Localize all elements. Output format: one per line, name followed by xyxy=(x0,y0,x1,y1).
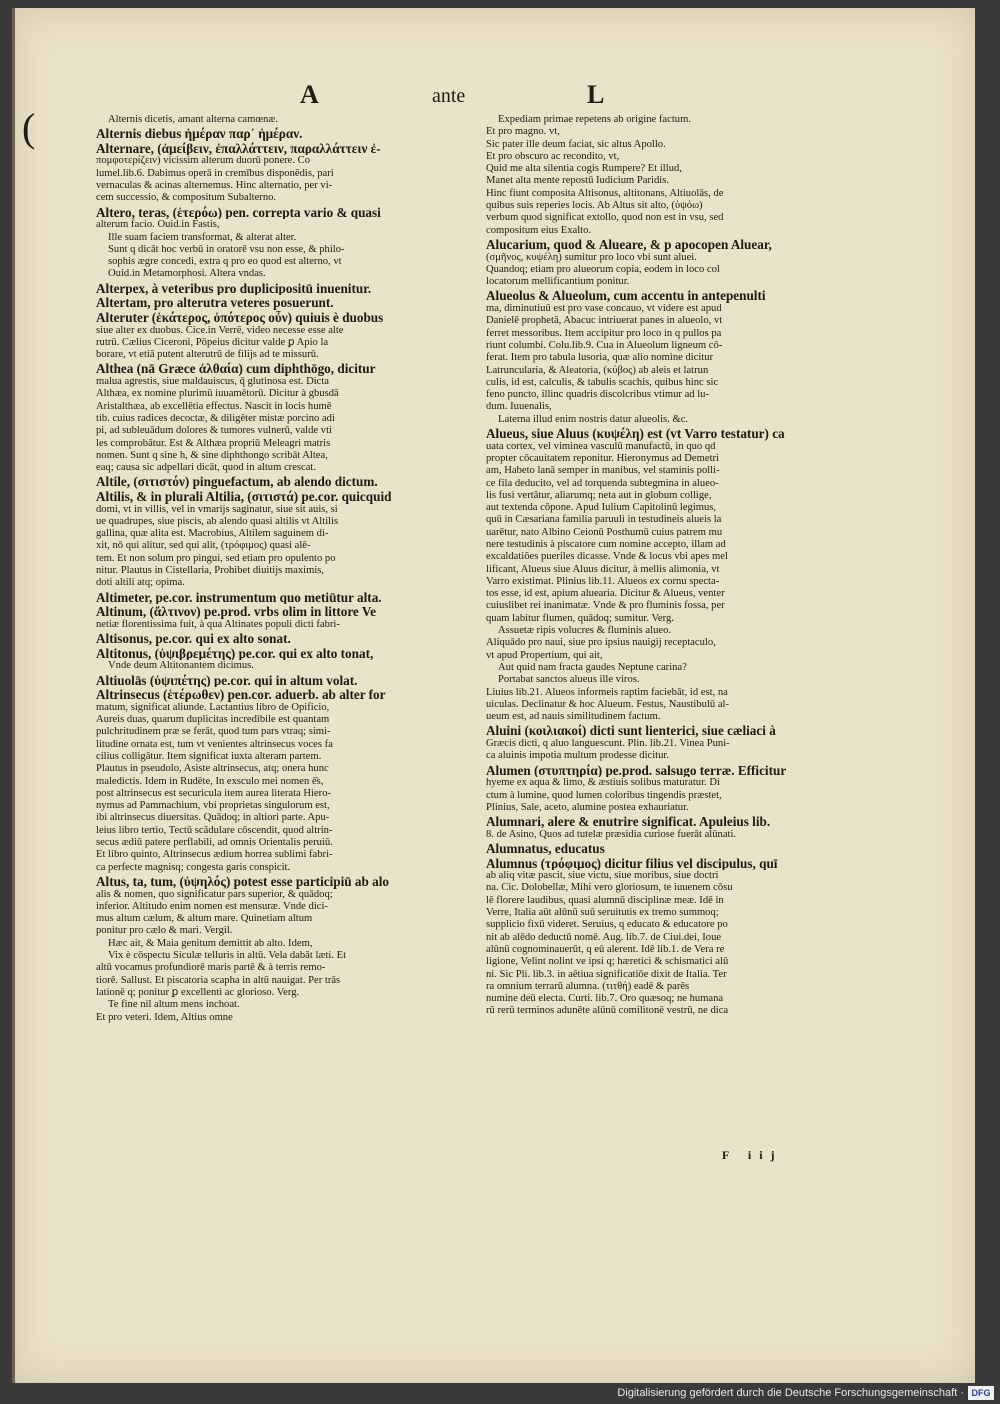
entry-headword-line: Alueus, siue Aluus (κυψέλη) est (vt Varro testatur) ca xyxy=(486,427,785,441)
text-line: alūnū cognominauerūt, q eū alerent. Idē lib.1. de Vera re xyxy=(486,943,725,955)
text-line: Aristalthæa, ab excellētia effectus. Nascit in locis humē xyxy=(96,400,332,412)
text-line: nit ab alēdo deductū nomē. Aug. lib.7. de Ciui.dei, Ioue xyxy=(486,931,722,943)
text-line: ra omnium terrarū alumna. (τιτθή) eadē & parēs xyxy=(486,980,690,992)
text-line: cuiuslibet rei inanimatæ. Vnde & pro fluminis fossa, per xyxy=(486,600,725,612)
text-line: inferior. Altitudo enim nomen est mensuræ. Vnde dici- xyxy=(96,900,328,912)
entry-headword-line: Altus, ta, tum, (ὑψηλός) potest esse participiū ab alo xyxy=(96,874,389,889)
text-line: nomen. Sunt q sine h, & sine diphthongo scribāt Altea, xyxy=(96,449,328,461)
text-line: Manet alta mente repostū Iudicium Paridis. xyxy=(486,175,669,187)
text-line: Liuius lib.21. Alueos informeis raptim faciebāt, id est, na xyxy=(486,686,728,698)
margin-bracket-mark: ( xyxy=(22,105,36,150)
text-line: nere testudinis à piscatore cum nomine accepto, illam ad xyxy=(486,538,726,550)
text-line: Quid me alta silentia cogis Rumpere? Et illud, xyxy=(486,163,682,175)
text-line: dum. Iuuenalis, xyxy=(486,401,552,413)
text-line: Aureis duas, quarum duplicitas incredibile est quantam xyxy=(96,714,330,726)
text-line: Et pro obscuro ac recondito, vt, xyxy=(486,150,620,162)
text-line: Varro existimat. Plinius lib.11. Alueos ex cornu specta- xyxy=(486,575,720,587)
text-line: Althæa, ex nomine plurimū iuuamētorū. Dicitur à gbusdā xyxy=(96,388,339,400)
entry-headword-line: Alterpex, à veteribus pro duplicipositū inuenitur. xyxy=(96,281,372,296)
text-line: ce fila deducito, vel ad torquenda subtegmina in alueo- xyxy=(486,477,719,489)
text-line: nitur. Plautus in Cistellaria, Prohibet diuitijs maximis, xyxy=(96,565,325,577)
text-line: uata cortex, vel viminea vasculū manufactū, in quo qd xyxy=(486,440,716,452)
text-line: lis fusi vertātur, aliarumq; neta aut in globum collige, xyxy=(486,489,712,501)
text-line: Vix è cōspectu Siculæ telluris in altū. Vela dabāt læti. Et xyxy=(108,950,347,962)
text-line: doti altili atq; opima. xyxy=(96,577,185,589)
text-line: siue alter ex duobus. Cice.in Verrē, video necesse esse alte xyxy=(96,324,344,336)
text-line: ferret messoribus. Item accipitur pro loco in q pullos pa xyxy=(486,327,722,339)
text-line: domi, vt in villis, vel in vmarijs saginatur, siue sit auis, si xyxy=(96,503,338,515)
entry-headword-line: Altrinsecus (ἑτέρωθεν) pen.cor. aduerb. ab alter for xyxy=(96,688,386,702)
page-edge xyxy=(12,8,15,1383)
text-line: les comprobātur. Est & Althæa propriū Meleagri matris xyxy=(96,437,331,449)
text-line: Ouid.in Metamorphosi. Altera vndas. xyxy=(108,268,266,280)
text-line: sophis ægre concedi, extra q pro eo quod est alterno, vt xyxy=(108,256,342,268)
entry-headword-line: Alumen (στυπτηρία) pe.prod. salsugo terræ. Efficitur xyxy=(486,763,787,778)
text-line: pulchritudinem præ se ferāt, quod tum pars vtraq; simi- xyxy=(96,726,331,738)
text-line: lationē q; ponitur ꝑ excellenti ac glorioso. Verg. xyxy=(96,986,300,998)
text-line: gallina, quæ alita est. Macrobius, Altilem saguinem di- xyxy=(96,528,329,540)
text-line: Plautus in pseudolo, Asiste altrinsecus, atq; onera hunc xyxy=(96,763,329,775)
text-line: tem. Et non solum pro pingui, sed etiam pro opulento po xyxy=(96,552,336,564)
text-line: (σμῆνος, κυψέλη) sumitur pro loco vbi sunt aluei. xyxy=(486,251,697,263)
entry-headword-line: Alucarium, quod & Alueare, & p apocopen Aluear, xyxy=(486,237,772,252)
text-line: ue quadrupes, siue piscis, ab alendo quasi altilis vt Altilis xyxy=(96,515,339,527)
text-line: excaldatiões pueriles dicasse. Vnde & locus vbi apes mel xyxy=(486,551,728,563)
text-line: Portabat sanctos alueus ille viros. xyxy=(498,674,640,686)
text-line: Sunt q dicāt hoc verbū in oratorē vsu non esse, & philo- xyxy=(108,243,345,255)
text-line: Aliquādo pro naui, siue pro ipsius nauigij receptaculo, xyxy=(486,637,716,649)
text-line: ponitur pro cælo & mari. Vergil. xyxy=(96,925,233,937)
text-line: quibus suis reperies locis. Ab Altus sit alto, (ὑψόω) xyxy=(486,200,703,212)
entry-headword-line: Alteruter (ἑκάτερος, ὁπότερος οὖν) quiuis è duobus xyxy=(96,310,384,325)
header-letter-left: A xyxy=(300,80,319,109)
text-line: ferat. Item pro tabula lusoria, quæ alio nomine dicitur xyxy=(486,352,714,364)
text-line: rutrū. Cælius Ciceroni, Pōpeius dicitur valde ꝑ Apio la xyxy=(96,336,329,348)
entry-headword-line: Altile, (σιτιστόν) pinguefactum, ab alendo dictum. xyxy=(96,475,378,489)
entry-headword-line: Alternis diebus ἡμέραν παρ᾽ ἡμέραν. xyxy=(96,127,303,141)
entry-headword-line: Altiuolās (ὑψιπέτης) pe.cor. qui in altum volat. xyxy=(96,673,358,688)
text-line: cem successio, & compositum Subalterno. xyxy=(96,192,277,204)
text-line: lē florere laudibus, quasi alumnū disciplinæ meæ. Idē in xyxy=(486,894,724,906)
text-line: rū rerū terminos adunēte alūnū comilitonē vestrū, ne dica xyxy=(486,1005,729,1017)
text-line: Verre, Italia aūt alūnū suū seruitutis ex tremo summoq; xyxy=(486,907,719,919)
text-line: lificant, Alueus siue Aluus dicitur, à mellis alimonia, vt xyxy=(486,563,720,575)
text-line: pi, ad subleuādum dolores & tumores vulnerū, valde vti xyxy=(96,425,332,437)
text-line: Vnde deum Altitonantem dicimus. xyxy=(108,660,254,672)
text-line: matum, significat aliunde. Lactantius libro de Opificio, xyxy=(96,701,330,713)
text-line: borare, vt etiā putent alterutrū de filijs ad te missurū. xyxy=(96,349,319,361)
text-line: Aut quid nam fracta gaudes Neptune carina? xyxy=(498,661,687,673)
text-line: na. Cic. Dolobellæ, Mihi vero gloriosum, te iuuenem cōsu xyxy=(486,882,733,894)
text-line: malua agrestis, siue maldauiscus, q̄ glutinosa est. Dicta xyxy=(96,376,330,388)
text-line: xit, nō qui alitur, sed qui alit, (τρόφιμος) quasi alē- xyxy=(96,540,311,552)
right-column xyxy=(486,114,826,1174)
text-line: πομφοτερίζειν) vicissim alterum duorū ponere. Co xyxy=(96,155,311,167)
text-line: propter cōcauitatem reponitur. Hieronymus ad Demetri xyxy=(486,452,719,464)
text-line: Quandoq; etiam pro alueorum copia, eodem in loco col xyxy=(486,263,720,275)
text-line: alis & nomen, quo significatur pars superior, & quādoq; xyxy=(96,888,333,900)
text-line: Plinius, Sale, aceto, alumine postea exhauriatur. xyxy=(486,801,689,813)
text-line: tos esse, id est, apium aluearia. Dicitur & Alueus, venter xyxy=(486,588,725,600)
entry-headword-line: Althea (nā Græce ἀλθαία) cum diphthōgo, dicitur xyxy=(96,362,376,377)
footer-bar xyxy=(0,1383,1000,1404)
entry-headword-line: Altero, teras, (ἑτερόω) pen. correpta vario & quasi xyxy=(96,205,381,220)
text-line: uiculas. Declinatur & hoc Alueum. Festus, Naustibulū al- xyxy=(486,698,730,710)
header-letter-right: L xyxy=(587,80,605,109)
text-line: riunt columbi. Colu.lib.9. Cua in Alueolum ligneum cō- xyxy=(486,339,723,351)
text-line: ab aliq vitæ pascit, siue victu, siue moribus, siue doctri xyxy=(486,870,719,882)
entry-headword-line: Altisonus, pe.cor. qui ex alto sonat. xyxy=(96,632,291,646)
text-line: quam labitur flumen, quādoq; sumitur. Verg. xyxy=(486,612,674,624)
text-line: ni. Sic Pli. lib.3. in aētiua significatiōe dixit de Italia. Ter xyxy=(486,968,727,980)
text-line: netiæ florentissima fuit, à qua Altinates populi dicti fabri- xyxy=(96,618,340,630)
running-header xyxy=(12,80,975,114)
text-line: nymus ad Pammachium, vbi proprietas singulorum est, xyxy=(96,800,330,812)
entry-headword-line: Altimeter, pe.cor. instrumentum quo metiūtur alta. xyxy=(96,590,382,605)
entry-headword-line: Altitonus, (ὑψιβρεμέτης) pe.cor. qui ex alto tonat, xyxy=(96,646,374,661)
text-line: litudine ornata est, tum vt venientes altrinsecus voces fa xyxy=(96,738,333,750)
text-line: eaq; causa sic adpellari dicāt, quod in altum crescat. xyxy=(96,462,317,474)
text-line: leius libro tertio, Tectū scādulare cōscendit, quod altrin- xyxy=(96,824,333,836)
text-line: secus ædiū patere perflabili, ad omnis Orientalis peruiū. xyxy=(96,837,333,849)
text-line: Et pro magno. vt, xyxy=(486,126,560,138)
signature-mark: F iij xyxy=(722,1148,783,1162)
text-line: feno puncto, illinc quadris discolcribus vtimur ad lu- xyxy=(486,389,710,401)
text-line: uarētur, nato Albino Ceionū Posthumū cuius patrem mu xyxy=(486,526,723,538)
text-line: vt apud Propertium, qui ait, xyxy=(486,649,603,661)
text-line: alterum facio. Ouid.in Fastis, xyxy=(96,219,220,231)
left-column xyxy=(96,114,472,1164)
text-line: Expediam primae repetens ab origine factum. xyxy=(498,114,691,125)
text-line: am, Habeto lanā semper in manibus, vel staminis polli- xyxy=(486,465,720,477)
text-line: ctum à lumine, quod lumen coloribus tingendis præstet, xyxy=(486,789,722,801)
text-line: Assuetæ ripis volucres & fluminis alueo. xyxy=(498,625,672,637)
text-line: ibi altrinsecus diuersitas. Quādoq; in altiori parte. Apu- xyxy=(96,812,330,824)
scanned-page xyxy=(12,8,975,1383)
text-line: 8. de Asino, Quos ad tutelæ præsidia curiose fuerāt alūnati. xyxy=(486,828,737,840)
text-line: Sic pater ille deum faciat, sic altus Apollo. xyxy=(486,138,666,150)
text-line: Et pro veteri. Idem, Altius omne xyxy=(96,1011,233,1023)
text-line: Alternis dicetis, amant alterna camœnæ. xyxy=(108,114,279,125)
text-line: Hinc fiunt composita Altisonus, altitonans, Altiuolās, de xyxy=(486,187,724,199)
text-line: vernaculas & acinas alternemus. Hinc alternatio, per vi- xyxy=(96,180,333,192)
text-line: ueum est, ad nauis similitudinem factum. xyxy=(486,711,661,723)
text-line: tiorē. Sallust. Et piscatoria scapha in altū nauigat. Per trās xyxy=(96,974,341,986)
entry-headword-line: Alternare, (ἀμείβειν, ἐπαλλάττειν, παραλλάττειν ἐ- xyxy=(96,141,381,156)
text-line: ca perfecte magnisq; congesta garis conspicit. xyxy=(96,861,291,873)
entry-headword-line: Alumnus (τρόφιμος) dicitur filius vel discipulus, quī xyxy=(486,856,778,871)
text-line: lumel.lib.6. Dabimus operā in cremībus disponēdis, pari xyxy=(96,167,334,179)
text-line: compositum eius Exalto. xyxy=(486,224,592,236)
text-line: hyeme ex aqua & limo, & æstiuis solibus maturatur. Di xyxy=(486,777,720,789)
entry-headword-line: Aluini (κοιλιακοί) dicti sunt lienterici, siue cæliaci à xyxy=(486,724,776,739)
text-line: aut textenda cōpone. Apud Iulium Capitolinū legimus, xyxy=(486,502,717,514)
entry-headword-line: Alueolus & Alueolum, cum accentu in antepenulti xyxy=(486,289,766,304)
entry-headword-line: Altinum, (ἄλτινον) pe.prod. vrbs olim in littore Ve xyxy=(96,605,377,619)
text-line: Hæc ait, & Maia genitum demittit ab alto. Idem, xyxy=(108,937,313,949)
text-line: ligione, Velint nolint ve ipsi q; hæretici & schismatici alū xyxy=(486,956,729,968)
text-line: Ille suam faciem transformat, & alterat alter. xyxy=(108,231,297,243)
funding-notice: Digitalisierung gefördert durch die Deutsche Forschungsgemeinschaft · xyxy=(617,1387,964,1399)
text-line: Laterna illud enim nostris datur alueolis. &c. xyxy=(498,413,689,425)
text-line: numine deū electa. Curti. lib.7. Oro quæsoq; ne humana xyxy=(486,993,724,1005)
text-line: locatorum mellificantium ponitur. xyxy=(486,276,630,288)
text-line: mus altum cælum, & altum mare. Quinetiam altum xyxy=(96,913,313,925)
entry-headword-line: Altertam, pro alterutra veteres posuerunt. xyxy=(96,296,334,310)
text-line: Et libro quinto, Altrinsecus ædium horrea sublimi fabri- xyxy=(96,849,333,861)
text-line: Te fine nil altum mens inchoat. xyxy=(108,999,240,1011)
text-line: culis, id est, calculis, & tabulis scachis, quibus hinc sic xyxy=(486,376,719,388)
text-line: ma, diminutiuū est pro vase concauo, vt videre est apud xyxy=(486,303,722,315)
text-line: Danielē prophetā, Abacuc intriuerat panes in alueolo, vt xyxy=(486,315,723,327)
text-line: maledictis. Idem in Rudēte, In exsculo mei nomen ē̄s, xyxy=(96,775,324,787)
text-line: cilius colligātur. Item significat iuxta alteram partem. xyxy=(96,751,322,762)
text-line: Græcis dicti, q aluo languescunt. Plin. lib.21. Vinea Puni- xyxy=(486,738,730,750)
dfg-logo: DFG xyxy=(968,1386,994,1400)
text-line: quū in Cæsariana familia paruuli in testudineis alueis la xyxy=(486,514,722,526)
entry-headword-line: Altilis, & in plurali Altilia, (σιτιστά) pe.cor. quicquid xyxy=(96,489,392,504)
text-line: supplicio fixū videret. Seruius, q educato & educatore po xyxy=(486,919,728,931)
text-line: verbum quod significat extollo, quod non est in vsu, sed xyxy=(486,212,724,224)
text-line: altū vocamus profundiorē maris partē & à terris remo- xyxy=(96,962,326,974)
entry-headword-line: Alumnatus, educatus xyxy=(486,842,605,856)
entry-headword-line: Alumnari, alere & enutrire significat. Apuleius lib. xyxy=(486,815,771,829)
text-line: ca aluinis impotia multum prodesse dicitur. xyxy=(486,750,670,762)
header-word: ante xyxy=(432,85,466,107)
text-line: Latruncularia, & Aleatoria, (κύβος) ab aleis et latrun xyxy=(486,364,709,376)
text-line: tib. cuius radices decoctæ, & diligēter mistæ porcino adi xyxy=(96,412,335,424)
text-line: post altrinsecus est securicula item aurea literata Hiero- xyxy=(96,787,332,799)
